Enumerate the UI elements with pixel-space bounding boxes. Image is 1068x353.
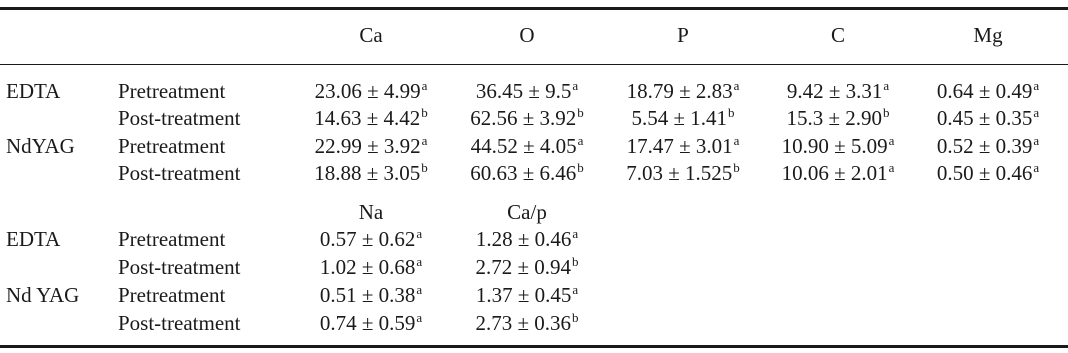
significance-letter: a [416,310,423,325]
table-cell [627,78,740,107]
column-header: P [677,23,689,47]
cell-value: 23.06 ± 4.99 [314,79,421,103]
table-cell [470,105,584,134]
column-header: Mg [973,23,1003,47]
significance-letter: a [1033,78,1040,93]
significance-letter: a [572,226,579,241]
significance-letter: a [421,78,428,93]
significance-letter: a [416,226,423,241]
treatment-label: Post-treatment [118,311,241,335]
significance-letter: b [572,254,579,269]
cell-value: 60.63 ± 6.46 [470,161,577,185]
cell-value: 17.47 ± 3.01 [626,134,733,158]
column-header: O [519,23,535,47]
cell-value: 22.99 ± 3.92 [314,134,421,158]
significance-letter: a [1033,105,1040,120]
cell-value: 2.72 ± 0.94 [475,255,572,279]
table-cell [627,133,740,162]
significance-letter: a [572,282,579,297]
column-header: C [830,23,846,47]
cell-value: 7.03 ± 1.525 [626,161,733,185]
table-cell [786,105,889,134]
significance-letter: b [577,105,584,120]
significance-letter: b [728,105,735,120]
group-label: NdYAG [6,134,75,158]
cell-value: 5.54 ± 1.41 [631,106,728,130]
treatment-label: Pretreatment [118,227,226,251]
cell-value: 10.06 ± 2.01 [781,161,888,185]
cell-value: 15.3 ± 2.90 [786,106,883,130]
cell-value: 0.52 ± 0.39 [936,134,1033,158]
significance-letter: b [421,160,428,175]
column-header: Ca [359,23,383,47]
table-cell [937,105,1039,134]
table-cell [476,282,578,311]
table-cell [782,133,895,162]
cell-value: 10.90 ± 5.09 [781,134,888,158]
cell-value: 0.45 ± 0.35 [936,106,1033,130]
table-cell [470,160,584,189]
column-header: Na [358,200,384,224]
column-header: Ca/p [507,200,547,224]
table-cell [787,78,889,107]
cell-value: 0.51 ± 0.38 [319,283,416,307]
table-cell [320,254,422,283]
treatment-label: Post-treatment [118,161,241,185]
cell-value: 62.56 ± 3.92 [470,106,577,130]
table-cell [782,160,895,189]
significance-letter: a [416,254,423,269]
group-label: EDTA [6,227,61,251]
cell-value: 36.45 ± 9.5 [475,79,572,103]
significance-letter: a [888,160,895,175]
significance-letter: b [883,105,890,120]
cell-value: 1.02 ± 0.68 [319,255,416,279]
significance-letter: b [572,310,579,325]
top-rule [0,7,1068,10]
table-cell [315,133,428,162]
cell-value: 1.37 ± 0.45 [475,283,572,307]
significance-letter: a [1033,160,1040,175]
significance-letter: a [1033,133,1040,148]
significance-letter: b [577,160,584,175]
group-label: Nd YAG [6,283,80,307]
table-cell [471,133,584,162]
significance-letter: a [733,78,740,93]
cell-value: 14.63 ± 4.42 [314,106,421,130]
table-cell [320,310,422,339]
table-cell [476,78,578,107]
cell-value: 0.50 ± 0.46 [936,161,1033,185]
significance-letter: b [421,105,428,120]
significance-letter: a [577,133,584,148]
header-rule [0,64,1068,65]
cell-value: 18.79 ± 2.83 [626,79,733,103]
cell-value: 0.74 ± 0.59 [319,311,416,335]
table-cell [631,105,734,134]
significance-letter: a [421,133,428,148]
table-cell [320,282,422,311]
table-cell [314,160,428,189]
bottom-rule [0,345,1068,348]
table-cell [320,226,422,255]
cell-value: 0.57 ± 0.62 [319,227,416,251]
treatment-label: Pretreatment [118,134,226,158]
treatment-label: Pretreatment [118,283,226,307]
treatment-label: Post-treatment [118,255,241,279]
significance-letter: a [888,133,895,148]
cell-value: 9.42 ± 3.31 [786,79,883,103]
table-cell [475,310,578,339]
table-cell [937,160,1039,189]
group-label: EDTA [6,79,61,103]
table-cell [626,160,740,189]
cell-value: 44.52 ± 4.05 [470,134,577,158]
table-cell [937,133,1039,162]
significance-letter: b [733,160,740,175]
significance-letter: a [733,133,740,148]
cell-value: 2.73 ± 0.36 [475,311,572,335]
table-cell [475,254,578,283]
treatment-label: Pretreatment [118,79,226,103]
significance-letter: a [572,78,579,93]
table-cell [937,78,1039,107]
cell-value: 0.64 ± 0.49 [936,79,1033,103]
table-cell [314,105,428,134]
significance-letter: a [416,282,423,297]
cell-value: 18.88 ± 3.05 [314,161,421,185]
cell-value: 1.28 ± 0.46 [475,227,572,251]
treatment-label: Post-treatment [118,106,241,130]
table-cell [476,226,578,255]
table-cell [315,78,428,107]
significance-letter: a [883,78,890,93]
